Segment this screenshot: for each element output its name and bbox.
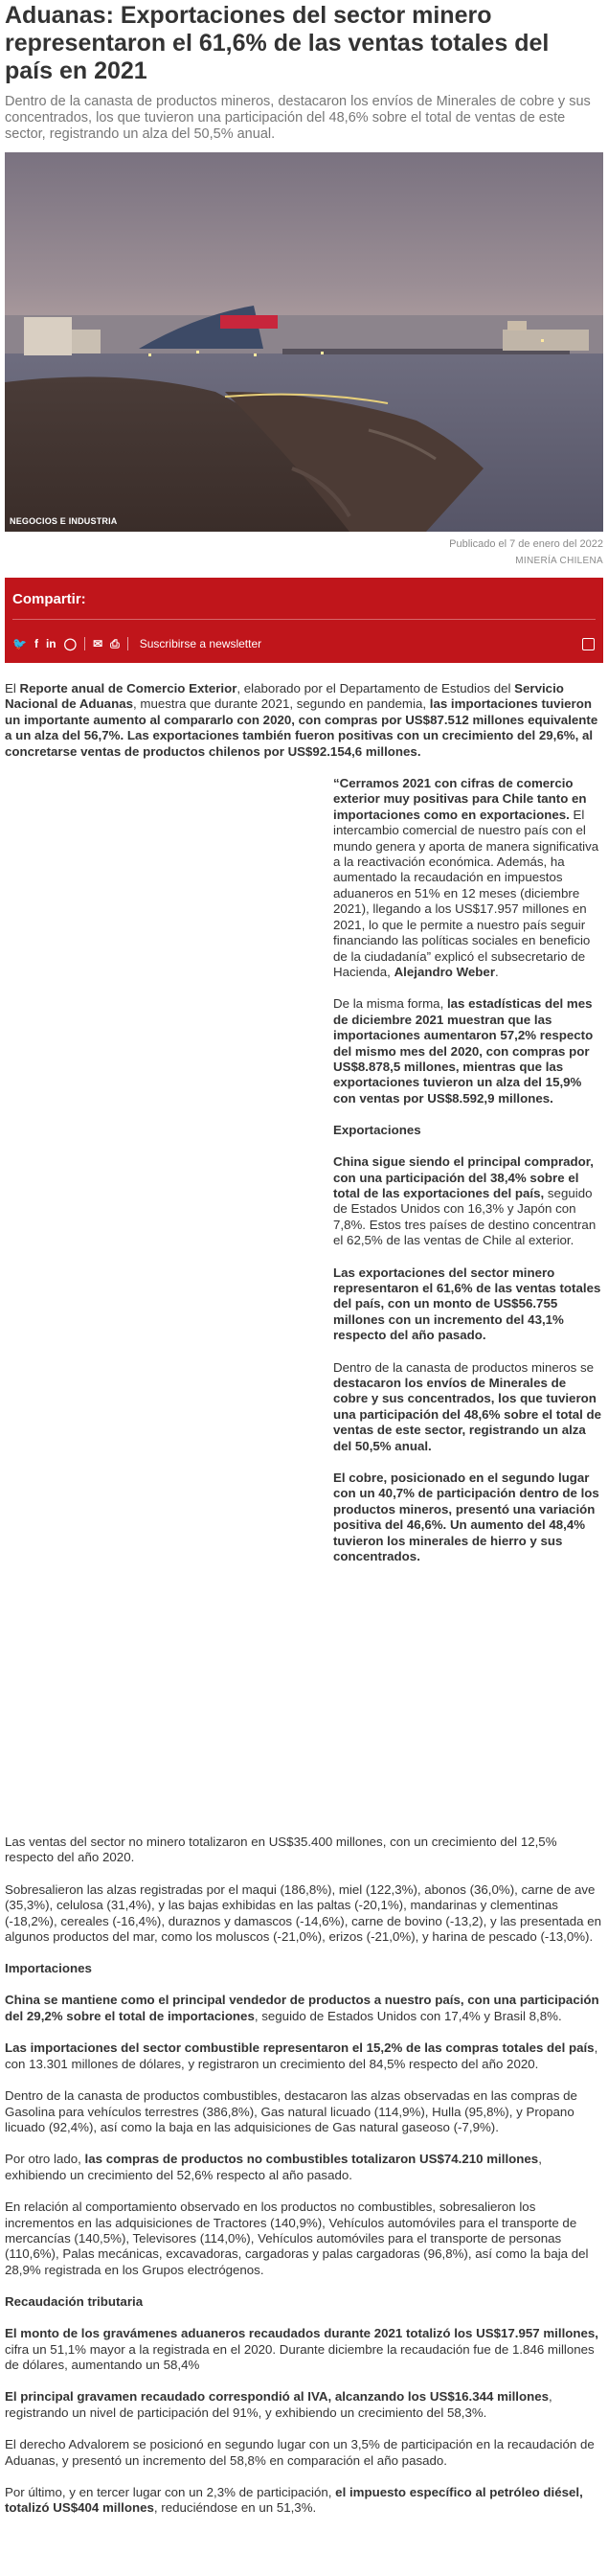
paragraph: Sobresalieron las alzas registradas por el maqui (186,8%), miel (122,3%), abonos (36,0%), carne de ave (35,3%), celulosa (31,4%), y las bajas exhibidas en las paltas (-20,1%), mandarinas y clementinas (-18,2%), cereales (-16,4%), duraznos y damascos (-14,6%), carne de bovino (-13,2), y las presentada en algunos productos del mar, como los moluscos (-21,0%), erizos (-21,0%), y harina de pescado (-13,0%). <box>5 1881 602 1945</box>
share-icons <box>12 637 269 650</box>
print-icon[interactable]: ⎙ <box>110 637 120 650</box>
email-icon[interactable]: ✉ <box>93 637 103 650</box>
linkedin-icon[interactable]: in <box>45 637 56 650</box>
article-body <box>5 681 603 2517</box>
publish-date: Publicado el 7 de enero del 2022 <box>449 538 603 550</box>
hero-image <box>5 152 603 532</box>
section-heading-revenue: Recaudación tributaria <box>5 2294 144 2310</box>
paragraph: China sigue siendo el principal comprador, con una participación del 38,4% sobre el total de las exportaciones del país, seguido de Estados Unidos con 16,3% y Japón con 7,8%. Estos tres países de destino concentran el 62,5% de las ventas de Chile al exterior. <box>333 1154 597 1248</box>
newsletter-link[interactable]: Suscribirse a newsletter <box>139 637 262 650</box>
section-heading-imports: Importaciones <box>5 1961 92 1976</box>
quote: “Cerramos 2021 con cifras de comercio exterior muy positivas para Chile tanto en importaciones como en exportaciones. El intercambio comercial de nuestro país con el mundo genera y aporta de manera significativa a la reactivación económica. Además, ha aumentado la recaudación en impuestos aduaneros en 51% en 12 meses (diciembre 2021), llegando a los US$17.957 millones en 2021, lo que le permite a nuestro país seguir financiando las políticas sociales en beneficio de la ciudadanía” explicó el subsecretario de Hacienda, Alejandro Weber. <box>333 776 599 979</box>
paragraph: En relación al comportamiento observado en los productos no combustibles, sobresalieron los incrementos en las adquisiciones de Tractores (140,9%), Vehículos automóviles para el transporte de mercancías (140,5%), Televisores (114,0%), Vehículos automóviles para el transporte de personas (110,6%), Palas mecánicas, excavadoras, cargadoras y palas cargadoras (96,8%), así como la baja del 28,9% registrada en los Grupos electrógenos. <box>5 2200 589 2277</box>
facebook-icon[interactable]: f <box>34 637 38 650</box>
paragraph: Las exportaciones del sector minero representaron el 61,6% de las ventas totales del país, con un monto de US$56.755 millones con un incremento del 43,1% respecto del año pasado. <box>333 1265 601 1343</box>
paragraph: El monto de los gravámenes aduaneros recaudados durante 2021 totalizó los US$17.957 millones, cifra un 51,1% mayor a la registrada en el 2020. Durante diciembre la recaudación fue de 1.846 millones de dólares, aumentando un 58,4% <box>5 2326 598 2372</box>
paragraph: Dentro de la canasta de productos mineros se destacaron los envíos de Minerales de cobre y sus concentrados, los que tuvieron una participación del 48,6% sobre el total de ventas de este sector, registrando un alza del 50,5% anual. <box>333 1359 602 1453</box>
paragraph: Por último, y en tercer lugar con un 2,3% de participación, el impuesto específico al petróleo diésel, totalizó US$404 millones, reduciéndose en un 51,3%. <box>5 2485 583 2516</box>
article-lede: Dentro de la canasta de productos mineros, destacaron los envíos de Minerales de cobre y sus concentrados, los que tuvieron una participación del 48,6% sobre el total de ventas de este sector, registrando un alza del 50,5% anual. <box>5 94 591 142</box>
paragraph: De la misma forma, las estadísticas del mes de diciembre 2021 muestran que las importaciones aumentaron 57,2% respecto del mismo mes del 2020, con compras por US$8.878,5 millones, mientras que las exportaciones tuvieron un alza del 15,9% con ventas por US$8.592,9 millones. <box>333 996 594 1106</box>
paragraph: El derecho Advalorem se posicionó en segundo lugar con un 3,5% de participación en la recaudación de Aduanas, y presentó un incremento del 58,8% en comparación el año pasado. <box>5 2437 595 2468</box>
section-heading-exports: Exportaciones <box>333 1123 421 1138</box>
paragraph: Las importaciones del sector combustible representaron el 15,2% de las compras totales del país, con 13.301 millones de dólares, y registraron un crecimiento del 84,5% respecto del año 2020. <box>5 2040 598 2071</box>
twitter-icon[interactable]: 🐦 <box>12 637 27 650</box>
source-label: MINERÍA CHILENA <box>515 556 603 566</box>
paragraph: El principal gravamen recaudado correspondió al IVA, alcanzando los US$16.344 millones, registrando un nivel de participación del 91%, y exhibiendo un crecimiento del 58,3%. <box>5 2389 552 2420</box>
paragraph: El Reporte anual de Comercio Exterior, elaborado por el Departamento de Estudios del Servicio Nacional de Aduanas, muestra que durante 2021, segundo en pandemia, las importaciones tuvieron un importante aumento al compararlo con 2020, con compras por US$87.512 millones equivalente a un alza del 56,7%. Las exportaciones también fueron positivas con un crecimiento del 29,6%, al concretarse ventas de productos chilenos por US$92.154,6 millones. <box>5 681 598 759</box>
share-separator <box>127 637 128 650</box>
publish-meta <box>5 537 603 568</box>
share-label: Compartir: <box>12 591 86 607</box>
paragraph: Dentro de la canasta de productos combustibles, destacaron las alzas observadas en las compras de Gasolina para vehículos terrestres (386,8%), Gas natural licuado (114,9%), Hulla (95,8%), y Propano licuado (92,4%), así como la baja en las adquisiciones de Gas natural gaseoso (-7,9%). <box>5 2088 577 2134</box>
share-separator <box>84 637 85 650</box>
paragraph: Por otro lado, las compras de productos no combustibles totalizaron US$74.210 millones, exhibiendo un crecimiento del 52,6% respecto al año pasado. <box>5 2152 542 2182</box>
rss-icon[interactable] <box>582 638 595 650</box>
whatsapp-icon[interactable]: ◯ <box>63 637 78 650</box>
paragraph: China se mantiene como el principal vendedor de productos a nuestro país, con una participación del 29,2% sobre el total de importaciones, seguido de Estados Unidos con 17,4% y Brasil 8,8%. <box>5 1993 599 2023</box>
aside-placeholder <box>5 776 321 1835</box>
article-title: Aduanas: Exportaciones del sector minero representaron el 61,6% de las ventas totales del país en 2021 <box>5 2 550 84</box>
paragraph: Las ventas del sector no minero totalizaron en US$35.400 millones, con un crecimiento del 12,5% respecto del año 2020. <box>5 1835 557 1865</box>
share-bar <box>5 578 603 663</box>
category-label[interactable]: NEGOCIOS E INDUSTRIA <box>10 516 118 526</box>
share-divider <box>12 619 596 620</box>
paragraph: El cobre, posicionado en el segundo lugar con un 40,7% de participación dentro de los productos mineros, presentó una variación positiva del 46,6%. Un aumento del 48,4% tuvieron los minerales de hierro y sus concentrados. <box>333 1470 599 1564</box>
port-photo <box>5 152 603 532</box>
